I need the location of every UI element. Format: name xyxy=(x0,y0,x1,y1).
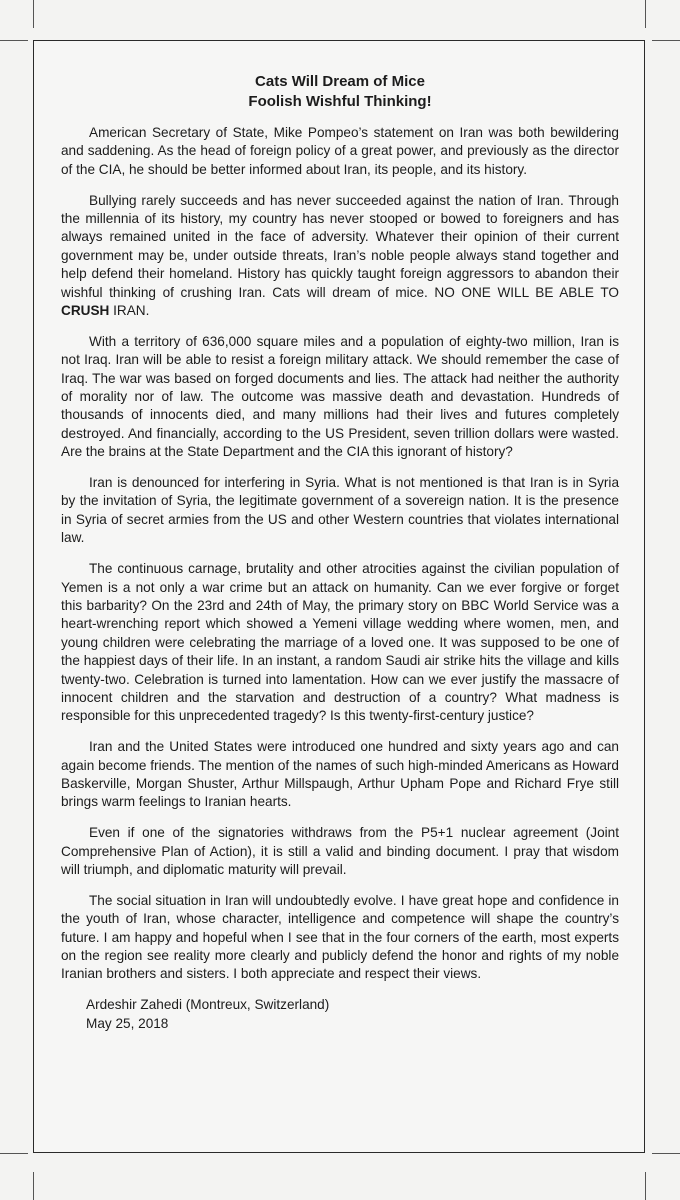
crush-emphasis: CRUSH xyxy=(61,303,110,319)
trim-mark-bottom-right xyxy=(645,1172,646,1200)
trim-mark-right-bottom xyxy=(652,1153,680,1154)
article xyxy=(61,72,619,1033)
trim-mark-bottom-left xyxy=(33,1172,34,1200)
signature-name: Ardeshir Zahedi (Montreux, Switzerland) xyxy=(86,997,330,1013)
paragraph-4: Iran is denounced for interfering in Syria. What is not mentioned is that Iran is in Syria by the invitation of Syria, the legitimate government of a sovereign nation. It is the presence in Syria of secret armies from the US and other Western countries that violates international law. xyxy=(61,475,619,546)
paragraph-2 xyxy=(61,192,619,321)
paragraph-6: Iran and the United States were introduced one hundred and sixty years ago and can again become friends. The mention of the names of such high-minded Americans as Howard Baskerville, Morgan Shuster, Arthur Millspaugh, Arthur Upham Pope and Richard Frye still brings warm feelings to Iranian hearts. xyxy=(61,739,619,810)
ad-border-box xyxy=(33,40,645,1153)
paragraph-1: American Secretary of State, Mike Pompeo’s statement on Iran was both bewildering and saddening. As the head of foreign policy of a great power, and previously as the director of the CIA, he should be better informed about Iran, its people, and its history. xyxy=(61,125,619,177)
subheadline: Foolish Wishful Thinking! xyxy=(248,93,432,110)
paragraph-2-tail: NO ONE WILL BE ABLE TO xyxy=(434,284,619,300)
article-body xyxy=(61,124,619,1033)
paragraph-8: The social situation in Iran will undoubtedly evolve. I have great hope and confidence in the youth of Iran, whose character, intelligence and competence will shape the country’s future. I am happy and hopeful when I see that in the four corners of the earth, most experts on the region see reality more clearly and publicly defend the honor and rights of my noble Iranian brothers and sisters. I both appreciate and respect their views. xyxy=(61,892,619,982)
paragraph-2-text: Bullying rarely succeeds and has never succeeded against the nation of Iran. Through the millennia of its history, my country has never stooped or bowed to foreigners and has always remained united in the face of adversity. Whatever their opinion of their current government may be, under outside threats, Iran’s noble people always stand together and help defend their homeland. History has quickly taught foreign aggressors to abandon their wishful thinking of crushing Iran. Cats will dream of mice. xyxy=(61,192,619,300)
paragraph-5: The continuous carnage, brutality and other atrocities against the civilian population of Yemen is a not only a war crime but an attack on humanity. Can we ever forgive or forget this barbarity? On the 23rd and 24th of May, the primary story on BBC World Service was a heart-wrenching report which showed a Yemeni village wedding where women, men, and young children were celebrating the marriage of a loved one. It was supposed to be one of the happiest days of their life. In an instant, a random Saudi air strike hits the village and kills twenty-two. Celebration is turned into lamentation. How can we ever justify the massacre of innocent children and the starvation and destruction of a country? What madness is responsible for this unprecedented tragedy? Is this twenty-first-century justice? xyxy=(61,561,619,724)
paragraph-7: Even if one of the signatories withdraws from the P5+1 nuclear agreement (Joint Comprehensive Plan of Action), it is still a valid and binding document. I pray that wisdom will triumph, and diplomatic maturity will prevail. xyxy=(61,825,619,877)
trim-mark-right-top xyxy=(652,40,680,41)
headline: Cats Will Dream of Mice xyxy=(255,73,425,90)
paragraph-2-end: IRAN. xyxy=(113,303,150,319)
trim-mark-top-right xyxy=(645,0,646,28)
trim-mark-left-top xyxy=(0,40,28,41)
trim-mark-top-left xyxy=(33,0,34,28)
trim-mark-left-bottom xyxy=(0,1153,28,1154)
paragraph-3: With a territory of 636,000 square miles and a population of eighty-two million, Iran is not Iraq. Iran will be able to resist a foreign military attack. We should remember the case of Iraq. The war was based on forged documents and lies. The attack had neither the authority of morality nor of law. The outcome was massive death and devastation. Hundreds of thousands of innocents died, and many millions had their lives and futures completely destroyed. And financially, according to the US President, seven trillion dollars were wasted. Are the brains at the State Department and the CIA this ignorant of history? xyxy=(61,333,619,460)
signature-date: May 25, 2018 xyxy=(86,1015,169,1031)
